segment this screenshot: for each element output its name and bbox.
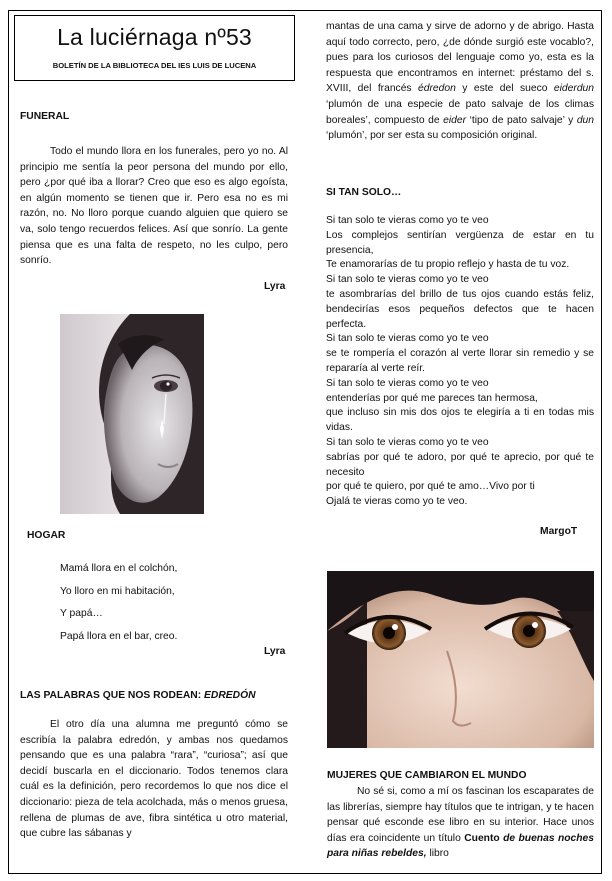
poem-line: Si tan solo te vieras como yo te veo [326, 377, 489, 389]
poem-line: se te rompería el corazón al verte llorar sin remedio y se repararía al verte reír. [326, 348, 594, 374]
word-eider: eider [443, 114, 467, 126]
bulletin-title: La luciérnaga nº53 [57, 24, 252, 50]
word-fr: édredon [418, 83, 456, 95]
eyes-closeup-photo-icon [327, 571, 594, 748]
poem-line: Si tan solo te vieras como yo te veo [326, 333, 489, 345]
poem-line: por qué te quiero, por qué te amo…Vivo por ti [326, 481, 535, 493]
book-title-part: Cuento [464, 832, 500, 844]
book-title-rest: de buenas noches para niñas rebeldes, [327, 832, 594, 860]
poem-line: Los complejos sentirían vergüenza de estar en tu presencia, [326, 229, 594, 256]
hogar-line: Y papá… [60, 608, 103, 619]
poem-line: entenderías por qué me pareces tan hermosa, [326, 392, 538, 404]
poem-line: sabrías por qué te adoro, por qué te aprecio, por qué te necesito [326, 451, 594, 478]
mujeres-heading: MUJERES QUE CAMBIARON EL MUNDO [327, 770, 527, 781]
sitansolo-heading: SI TAN SOLO… [326, 187, 402, 198]
poem-line: te asombrarías del brillo de tus ojos cuando estás feliz, bendecirías esos pequeños defectos que te hacen perfecta. [326, 288, 594, 330]
crying-woman-portrait-icon [60, 314, 204, 514]
poem-line: Si tan solo te vieras como yo te veo [326, 274, 489, 286]
hogar-line: Yo lloro en mi habitación, [60, 585, 175, 597]
sitansolo-author: MargoT [540, 526, 578, 537]
hogar-author: Lyra [264, 646, 286, 657]
hogar-line: Papá llora en el bar, creo. [60, 630, 178, 642]
word-dun: dun [576, 114, 594, 126]
sitansolo-poem [326, 214, 594, 510]
palabras-heading-prefix: LAS PALABRAS QUE NOS RODEAN: [20, 690, 205, 701]
poem-line: Te enamorarías de tu propio reflejo y hasta de tu voz. [326, 259, 570, 271]
word-sv: eiderdun [553, 83, 594, 95]
masthead [14, 15, 295, 81]
palabras-heading [20, 690, 256, 701]
hogar-poem [60, 558, 177, 648]
hogar-heading: HOGAR [27, 530, 66, 541]
mujeres-body: No sé si, como a mí os fascinan los escaparates de las librerías, siempre hay títulos que te intrigan, y te hacen pensar qué esconde ese libro en su interior. Hace unos días era coincidente un título Cuento de buenas noches para niñas rebeldes, libro [327, 786, 594, 860]
palabras-heading-word: EDREDÓN [204, 690, 256, 701]
hogar-line: Mamá llora en el colchón, [60, 563, 178, 574]
palabras-body-right: mantas de una cama y sirve de adorno y de abrigo. Hasta aquí todo correcto, pero, ¿de dónde surgió este vocablo?, pues para los curiosos del lenguaje como yo, esta es la respuesta que encontramos en internet: préstamo del s. XVIII, del francés édredon y este del sueco eiderdun ‘plumón de una especie de pato salvaje de los climas boreales’, compuesto de eider ‘tipo de pato salvaje’ y dun ‘plumón’, por ser esta su composición original. [326, 21, 594, 142]
bulletin-subtitle: BOLETÍN DE LA BIBLIOTECA DEL IES LUIS DE LUCENA [52, 61, 257, 70]
funeral-author: Lyra [264, 281, 286, 292]
poem-line: Si tan solo te vieras como yo te veo [326, 436, 489, 448]
poem-line: que incluso sin mis dos ojos te elegiría a ti en todas mis vidas. [326, 407, 594, 434]
palabras-body-left: El otro día una alumna me preguntó cómo se escribía la palabra edredón, y ambas nos quedamos pensando que es una palabra “rara”, “curiosa”; así que decidí buscarla en el diccionario. Todos tenemos clara cuál es la definición, pero recordemos lo que nos dice el diccionario: pieza de tela acolchada, más o menos gruesa, rellena de plumas de ave, fibra sintética u otro material, que cubre las sábanas y [20, 719, 288, 840]
funeral-body: Todo el mundo llora en los funerales, pero yo no. Al principio me sentía la peor persona del mundo por ello, pero ¿por qué iba a llorar? Creo que eso es algo egoísta, en algún momento se tienen que ir. Pero esa no es mi razón, no. No lloro porque cuando alguien que quiero se va, solo tengo recuerdos felices. Así que sonrío. La gente piensa que es una falta de respeto, no les culpo, pero sonrío. [20, 146, 288, 267]
funeral-heading: FUNERAL [20, 111, 70, 122]
poem-line: Ojalá te vieras como yo te veo. [326, 496, 468, 508]
poem-line: Si tan solo te vieras como yo te veo [326, 215, 489, 226]
